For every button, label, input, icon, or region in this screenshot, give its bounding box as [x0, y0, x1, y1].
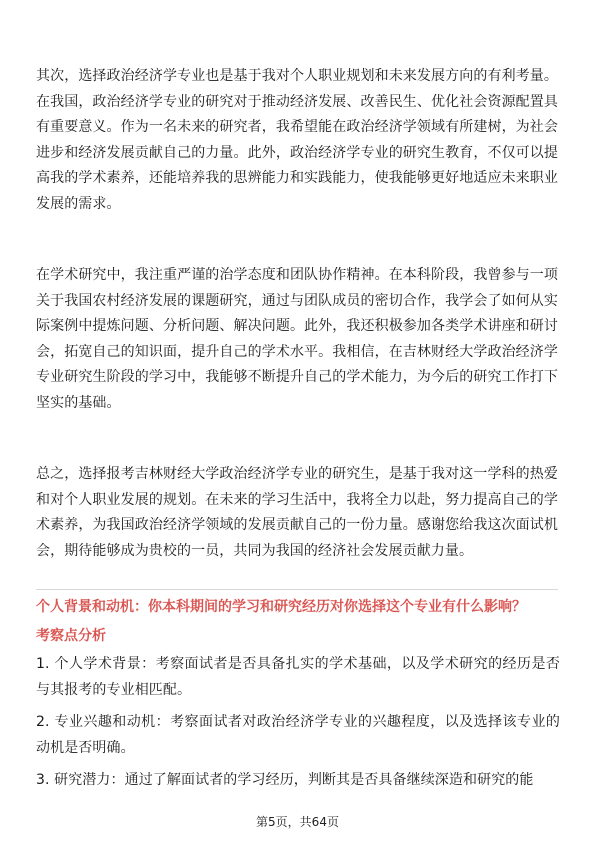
paragraph-3: 总之，选择报考吉林财经大学政治经济学专业的研究生，是基于我对这一学科的热爱和对个人职业发展的规划。在未来的学习生活中，我将全力以赴，努力提高自己的学术素养，为我国政治经济学领域的发展贡献自己的一份力量。感谢您给我这次面试机会，期待能够成为贵校的一员，共同为我国的经济社会发展贡献力量。	[36, 466, 558, 559]
analysis-heading: 考察点分析	[36, 628, 106, 644]
section-divider	[36, 589, 558, 590]
analysis-item-1: 1. 个人学术背景：考察面试者是否具备扎实的学术基础，以及学术研究的经历是否与其报考的专业相匹配。	[36, 656, 560, 698]
paragraph-2: 在学术研究中，我注重严谨的治学态度和团队协作精神。在本科阶段，我曾参与一项关于我国农村经济发展的课题研究，通过与团队成员的密切合作，我学会了如何从实际案例中提炼问题、分析问题、解决问题。此外，我还积极参加各类学术讲座和研讨会，拓宽自己的知识面，提升自己的学术水平。我相信，在吉林财经大学政治经济学专业研究生阶段的学习中，我能够不断提升自己的学术能力，为今后的研究工作打下坚实的基础。	[36, 267, 558, 411]
analysis-item-2: 2. 专业兴趣和动机：考察面试者对政治经济学专业的兴趣程度，以及选择该专业的动机是否明确。	[36, 714, 560, 756]
paragraph-1: 其次，选择政治经济学专业也是基于我对个人职业规划和未来发展方向的有利考量。在我国，政治经济学专业的研究对于推动经济发展、改善民生、优化社会资源配置具有重要意义。作为一名未来的研究者，我希望能在政治经济学领域有所建树，为社会进步和经济发展贡献自己的力量。此外，政治经济学专业的研究生教育，不仅可以提高我的学术素养，还能培养我的思辨能力和实践能力，使我能够更好地适应未来职业发展的需求。	[36, 68, 558, 212]
analysis-item-3: 3. 研究潜力：通过了解面试者的学习经历，判断其是否具备继续深造和研究的能	[36, 772, 534, 788]
interview-question: 个人背景和动机：你本科期间的学习和研究经历对你选择这个专业有什么影响？	[36, 599, 526, 615]
page-footer: 第5页，共64页	[256, 815, 339, 829]
